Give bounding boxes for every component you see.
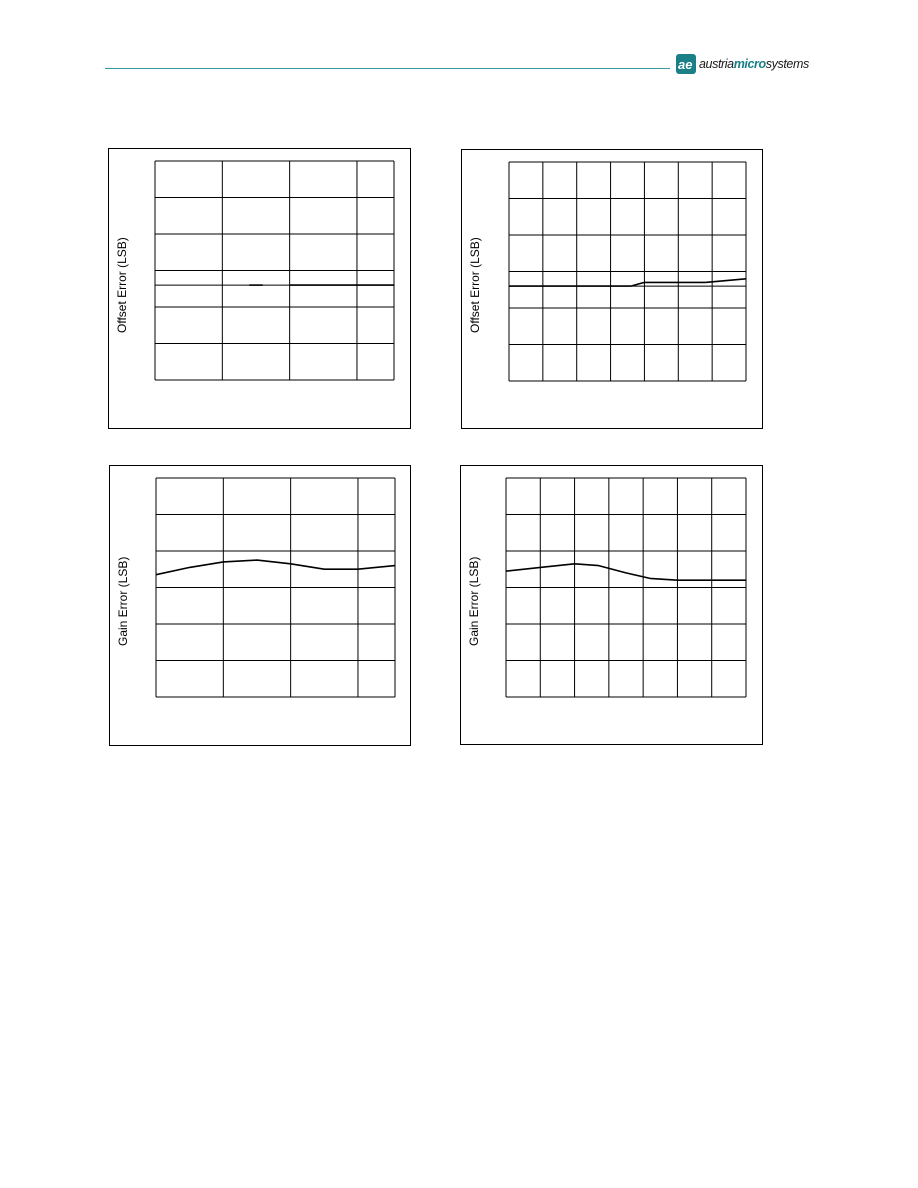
header-rule [105,68,670,69]
chart-panel-offset-right [461,149,763,429]
chart-svg [461,466,764,746]
series-line [631,282,645,286]
y-axis-label: Gain Error (LSB) [467,556,481,646]
company-logo [676,52,809,76]
y-axis-label: Offset Error (LSB) [115,237,129,333]
logo-mark-icon [676,54,696,74]
chart-panel-gain-left [109,465,411,746]
y-axis-label: Gain Error (LSB) [116,556,130,646]
series-line [506,564,746,580]
logo-text: austriamicrosystems [699,57,809,71]
chart-panel-offset-left [108,148,411,429]
chart-svg [109,149,412,430]
series-line [156,560,395,575]
y-axis-label: Offset Error (LSB) [468,237,482,333]
series-line [705,279,746,283]
chart-panel-gain-right [460,465,763,745]
svg-text:ae: ae [678,57,693,72]
chart-svg [110,466,412,747]
chart-svg [462,150,764,430]
